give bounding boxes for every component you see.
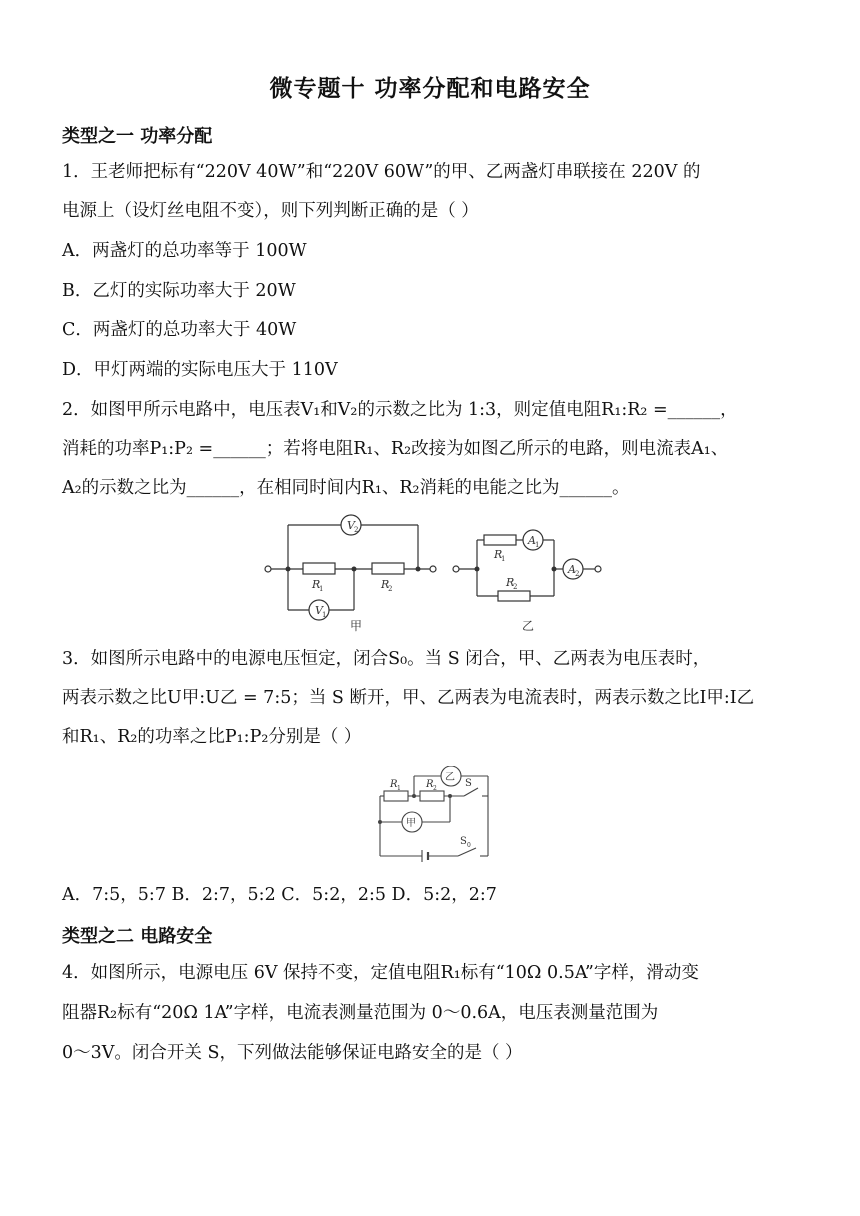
svg-text:1: 1 [501, 555, 506, 563]
q1-option-c: C．两盏灯的总功率大于 40W [62, 320, 297, 340]
q3-meter-yi-label: 乙 [445, 772, 455, 783]
q1-option-b: B．乙灯的实际功率大于 20W [62, 281, 296, 301]
section-heading-circuit-safety: 类型之二 电路安全 [62, 926, 213, 947]
r2-label-a: R [381, 578, 390, 591]
q1-stem-line-2: 电源上（设灯丝电阻不变），则下列判断正确的是（ ） [62, 201, 479, 221]
q3-stem-line-2: 两表示数之比U甲:U乙 = 7:5；当 S 断开，甲、乙两表为电流表时，两表示数之比I甲:I乙 [62, 688, 755, 708]
svg-text:2: 2 [513, 583, 518, 591]
svg-text:1: 1 [322, 611, 327, 619]
r1-label-b: R [494, 548, 503, 561]
q3-r1-label: R [390, 779, 398, 790]
page-title: 微专题十 功率分配和电路安全 [269, 76, 591, 102]
q2-stem-line-2: 消耗的功率P₁:P₂ =______；若将电阻R₁、R₂改接为如图乙所示的电路，则电流表A₁、 [62, 439, 729, 459]
a1-meter-label: A [528, 534, 536, 547]
q4-stem-line-2: 阻器R₂标有“20Ω 1A”字样，电流表测量范围为 0～0.6A，电压表测量范围为 [62, 1003, 659, 1023]
q1-option-d: D．甲灯两端的实际电压大于 110V [62, 360, 338, 380]
figure-label-a: 甲 [350, 619, 363, 633]
q3-circuit-figure [372, 766, 496, 864]
r2-label-b: R [506, 576, 515, 589]
q4-stem-line-1: 4．如图所示，电源电压 6V 保持不变，定值电阻R₁标有“10Ω 0.5A”字样，滑动变 [62, 963, 699, 983]
r1-label-a: R [312, 578, 321, 591]
svg-text:1: 1 [319, 585, 324, 593]
q3-stem-line-3: 和R₁、R₂的功率之比P₁:P₂分别是（ ） [62, 727, 362, 747]
q1-option-a: A．两盏灯的总功率等于 100W [62, 241, 307, 261]
svg-text:1: 1 [397, 785, 401, 792]
svg-text:2: 2 [433, 785, 437, 792]
v1-meter-label: V [315, 604, 323, 617]
q3-switch-s0-label: S [460, 836, 467, 847]
svg-text:1: 1 [535, 541, 540, 549]
q3-meter-jia-label: 甲 [406, 818, 416, 829]
q3-options: A．7:5，5:7 B．2:7，5:2 C．5:2，2:5 D．5:2，2:7 [62, 885, 497, 905]
q2-circuit-figure [258, 512, 608, 636]
section-heading-power-distribution: 类型之一 功率分配 [62, 126, 213, 147]
v2-meter-label: V [347, 519, 355, 532]
svg-text:0: 0 [467, 842, 471, 849]
figure-label-b: 乙 [522, 619, 535, 633]
q4-stem-line-3: 0～3V。闭合开关 S，下列做法能够保证电路安全的是（ ） [62, 1043, 523, 1063]
svg-text:2: 2 [354, 526, 359, 534]
q2-stem-line-3: A₂的示数之比为______，在相同时间内R₁、R₂消耗的电能之比为______。 [62, 478, 630, 498]
circuit-b [453, 530, 601, 601]
q3-switch-s-label: S [465, 778, 472, 789]
q3-r2-label: R [426, 779, 434, 790]
q1-stem-line-1: 1．王老师把标有“220V 40W”和“220V 60W”的甲、乙两盏灯串联接在 220V 的 [62, 162, 701, 182]
svg-text:2: 2 [575, 570, 580, 578]
q3-stem-line-1: 3．如图所示电路中的电源电压恒定，闭合S₀。当 S 闭合，甲、乙两表为电压表时， [62, 649, 711, 669]
svg-text:2: 2 [388, 585, 393, 593]
q2-stem-line-1: 2．如图甲所示电路中，电压表V₁和V₂的示数之比为 1:3，则定值电阻R₁:R₂ =______， [62, 400, 738, 420]
a2-meter-label: A [568, 563, 576, 576]
